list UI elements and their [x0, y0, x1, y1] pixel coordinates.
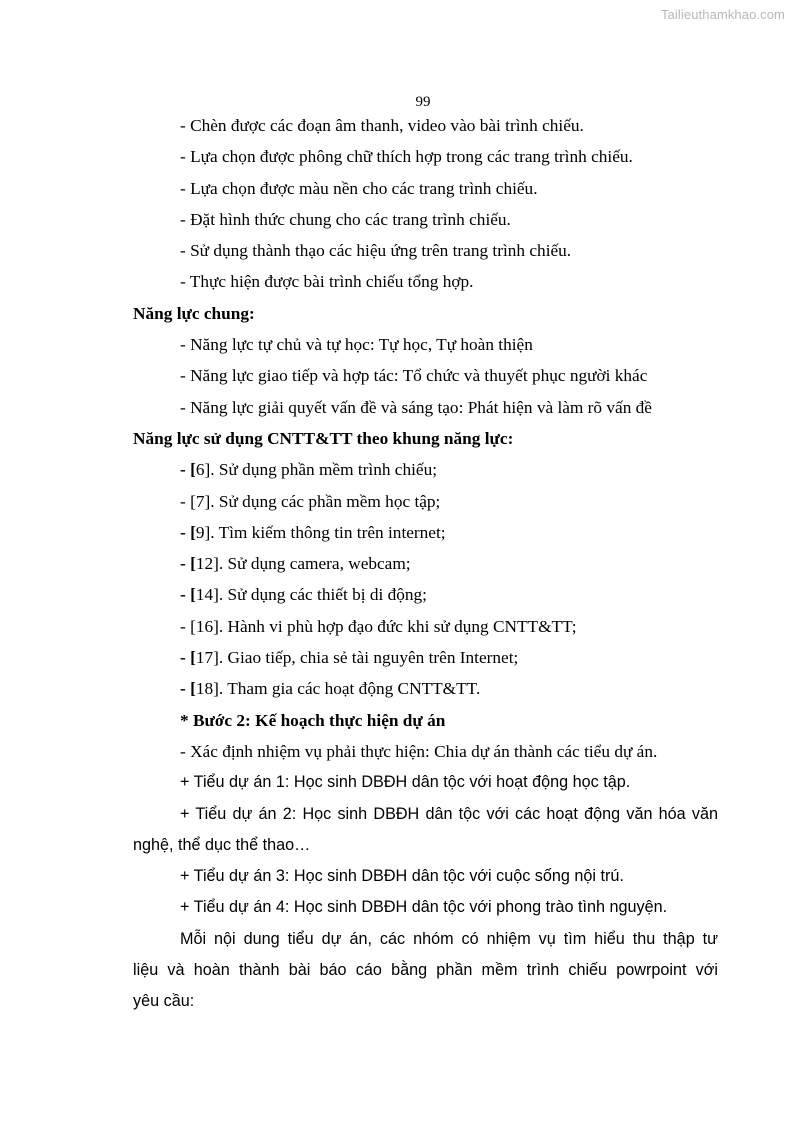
ict-competence-item [133, 486, 718, 517]
sub-project-2-line2: nghệ, thể dục thể thao… [133, 835, 311, 854]
document-body [133, 110, 718, 1018]
ict-item-text: 12]. Sử dụng camera, webcam; [195, 554, 411, 574]
step2-heading: * Bước 2: Kế hoạch thực hiện dự án [180, 710, 446, 730]
skill-item: - Lựa chọn được phông chữ thích hợp trong các trang trình chiếu. [180, 147, 633, 167]
general-competence-heading: Năng lực chung: [133, 303, 255, 323]
watermark: Tailieuthamkhao.com [660, 7, 785, 22]
ict-competence-item [133, 517, 718, 548]
step2-task-line: - Xác định nhiệm vụ phải thực hiện: Chia dự án thành các tiểu dự án. [180, 741, 658, 761]
skill-item: - Lựa chọn được màu nền cho các trang trình chiếu. [180, 178, 538, 198]
ict-item-prefix: - [ [180, 585, 196, 605]
ict-competence-item [133, 642, 718, 673]
general-competence-item: - Năng lực giao tiếp và hợp tác: Tổ chức và thuyết phục người khác [180, 366, 648, 386]
ict-competence-heading: Năng lực sử dụng CNTT&TT theo khung năng lực: [133, 428, 514, 448]
ict-competence-item [133, 579, 718, 610]
ict-item-text: 14]. Sử dụng các thiết bị di động; [195, 585, 427, 605]
ict-item-text: 17]. Giao tiếp, chia sẻ tài nguyên trên Internet; [195, 648, 519, 668]
ict-item-prefix: - [ [180, 679, 196, 699]
sub-project-2-line1: + Tiểu dự án 2: Học sinh DBĐH dân tộc với các hoạt động văn hóa văn [180, 804, 718, 823]
ict-item-prefix: - [ [180, 554, 196, 574]
ict-item-prefix: - [ [180, 491, 196, 511]
ict-item-prefix: - [ [180, 648, 196, 668]
ict-item-prefix: - [ [180, 460, 196, 480]
skill-item: - Chèn được các đoạn âm thanh, video vào bài trình chiếu. [180, 116, 584, 135]
general-competence-item: - Năng lực tự chủ và tự học: Tự học, Tự hoàn thiện [180, 335, 533, 355]
ict-competence-item [133, 673, 718, 704]
sub-project-1: + Tiểu dự án 1: Học sinh DBĐH dân tộc với hoạt động học tập. [180, 773, 631, 792]
ict-competence-item [133, 611, 718, 642]
page-number: 99 [415, 94, 431, 110]
summary-paragraph-line1: Mỗi nội dung tiểu dự án, các nhóm có nhiệm vụ tìm hiểu thu thập tư [180, 929, 718, 948]
ict-item-text: 9]. Tìm kiếm thông tin trên internet; [195, 522, 446, 542]
summary-paragraph-line3: yêu cầu: [133, 992, 195, 1011]
ict-item-prefix: - [ [180, 616, 196, 636]
ict-competence-item [133, 454, 718, 485]
sub-project-3: + Tiểu dự án 3: Học sinh DBĐH dân tộc với cuộc sống nội trú. [180, 867, 624, 886]
ict-item-text: 6]. Sử dụng phần mềm trình chiếu; [195, 460, 438, 480]
ict-item-text: 18]. Tham gia các hoạt động CNTT&TT. [195, 679, 481, 699]
skill-item: - Thực hiện được bài trình chiếu tổng hợp. [180, 272, 474, 292]
ict-competence-item [133, 548, 718, 579]
skill-item: - Sử dụng thành thạo các hiệu ứng trên trang trình chiếu. [180, 241, 572, 261]
skill-item: - Đặt hình thức chung cho các trang trình chiếu. [180, 209, 511, 229]
general-competence-item: - Năng lực giải quyết vấn đề và sáng tạo: Phát hiện và làm rõ vấn đề [180, 397, 652, 417]
ict-item-text: 7]. Sử dụng các phần mềm học tập; [195, 491, 441, 511]
sub-project-4: + Tiểu dự án 4: Học sinh DBĐH dân tộc với phong trào tình nguyện. [180, 898, 668, 917]
ict-item-text: 16]. Hành vi phù hợp đạo đức khi sử dụng CNTT&TT; [195, 616, 577, 636]
summary-paragraph-line2: liệu và hoàn thành bài báo cáo bằng phần mềm trình chiếu powrpoint với [133, 961, 718, 980]
ict-item-prefix: - [ [180, 522, 196, 542]
